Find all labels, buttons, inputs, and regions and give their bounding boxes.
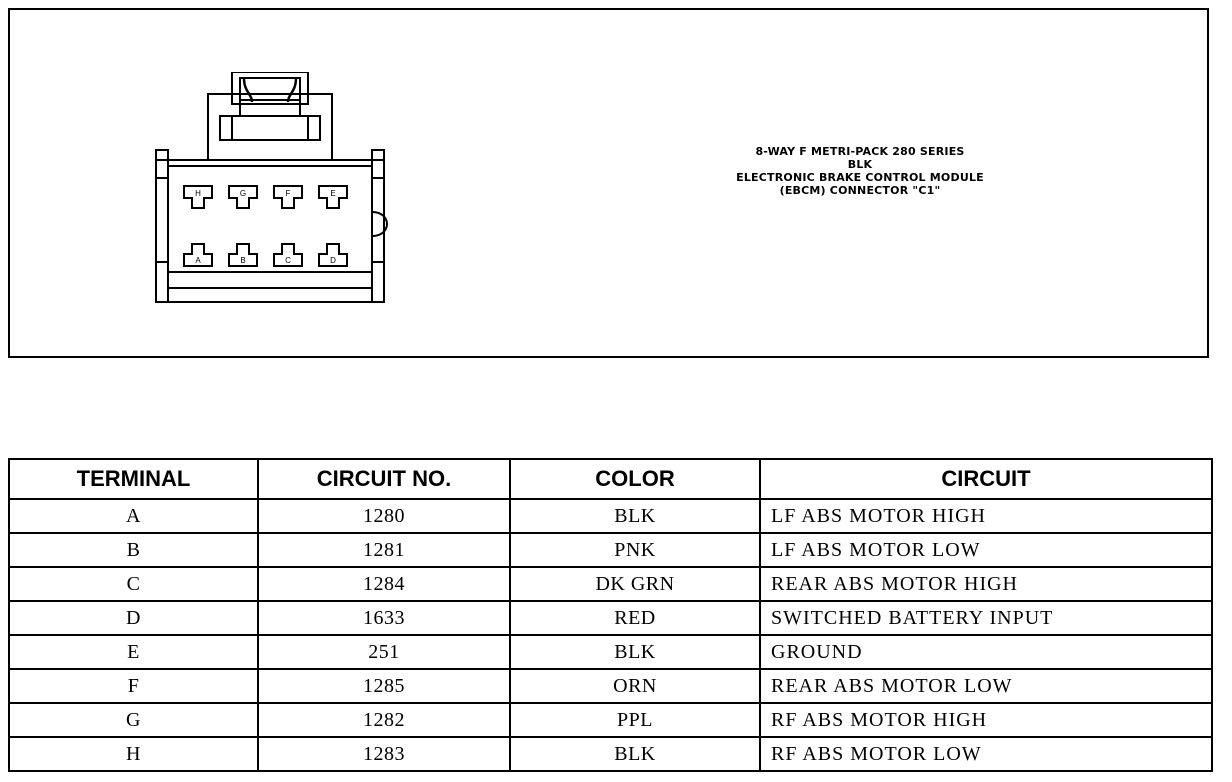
wire-color-cell: BLK bbox=[510, 737, 760, 771]
cavity-label: C bbox=[285, 256, 291, 265]
table-header-row bbox=[9, 459, 1212, 499]
circuit-description-cell: LF ABS MOTOR LOW bbox=[760, 533, 1212, 567]
cavity-label: D bbox=[330, 256, 336, 265]
connector-housing bbox=[156, 150, 387, 302]
table-row bbox=[9, 635, 1212, 669]
connector-latch bbox=[208, 72, 332, 160]
circuit-description-cell: SWITCHED BATTERY INPUT bbox=[760, 601, 1212, 635]
cavity-label: G bbox=[239, 189, 247, 198]
circuit-number-cell: 1280 bbox=[258, 499, 510, 533]
circuit-number-cell: 1284 bbox=[258, 567, 510, 601]
terminal-cavity-b bbox=[229, 244, 257, 266]
circuit-number-cell: 1633 bbox=[258, 601, 510, 635]
table-row bbox=[9, 601, 1212, 635]
terminal-cavity-d bbox=[319, 244, 347, 266]
table-row bbox=[9, 499, 1212, 533]
circuit-number-cell: 251 bbox=[258, 635, 510, 669]
wire-color-cell: PNK bbox=[510, 533, 760, 567]
table-row bbox=[9, 703, 1212, 737]
terminal-cell: F bbox=[9, 669, 258, 703]
circuit-description-cell: LF ABS MOTOR HIGH bbox=[760, 499, 1212, 533]
terminal-cell: A bbox=[9, 499, 258, 533]
connector-caption bbox=[650, 145, 1070, 197]
cavity-label: F bbox=[285, 189, 291, 198]
terminal-cell: G bbox=[9, 703, 258, 737]
cavity-label: E bbox=[330, 189, 336, 198]
caption-line-series: 8-WAY F METRI-PACK 280 SERIES bbox=[755, 145, 965, 158]
connector-diagram-panel bbox=[8, 8, 1209, 358]
circuit-description-cell: REAR ABS MOTOR LOW bbox=[760, 669, 1212, 703]
circuit-description-cell: RF ABS MOTOR LOW bbox=[760, 737, 1212, 771]
terminal-cell: C bbox=[9, 567, 258, 601]
terminal-cavity-c bbox=[274, 244, 302, 266]
terminal-cavity-f bbox=[274, 186, 302, 208]
terminal-cell: H bbox=[9, 737, 258, 771]
caption-line-color: BLK bbox=[847, 158, 873, 171]
wire-color-cell: PPL bbox=[510, 703, 760, 737]
cavity-label: H bbox=[195, 189, 201, 198]
circuit-number-cell: 1281 bbox=[258, 533, 510, 567]
terminal-cell: E bbox=[9, 635, 258, 669]
table-row bbox=[9, 669, 1212, 703]
caption-line-connector: (EBCM) CONNECTOR "C1" bbox=[779, 184, 941, 197]
terminal-cavity-a bbox=[184, 244, 212, 266]
table-row bbox=[9, 567, 1212, 601]
wire-color-cell: BLK bbox=[510, 635, 760, 669]
circuit-description-cell: REAR ABS MOTOR HIGH bbox=[760, 567, 1212, 601]
cavity-label: B bbox=[240, 256, 246, 265]
header-color: COLOR bbox=[510, 459, 760, 499]
cavity-label: A bbox=[195, 256, 201, 265]
table-row bbox=[9, 737, 1212, 771]
circuit-number-cell: 1282 bbox=[258, 703, 510, 737]
circuit-number-cell: 1285 bbox=[258, 669, 510, 703]
terminal-cell: B bbox=[9, 533, 258, 567]
circuit-description-cell: GROUND bbox=[760, 635, 1212, 669]
circuit-description-cell: RF ABS MOTOR HIGH bbox=[760, 703, 1212, 737]
caption-line-module: ELECTRONIC BRAKE CONTROL MODULE bbox=[736, 171, 984, 184]
table-row bbox=[9, 533, 1212, 567]
circuit-number-cell: 1283 bbox=[258, 737, 510, 771]
wire-color-cell: RED bbox=[510, 601, 760, 635]
terminal-cell: D bbox=[9, 601, 258, 635]
header-circuit: CIRCUIT bbox=[760, 459, 1212, 499]
wire-color-cell: ORN bbox=[510, 669, 760, 703]
connector-drawing bbox=[140, 72, 400, 312]
top-cavity-row bbox=[184, 186, 347, 208]
wire-color-cell: BLK bbox=[510, 499, 760, 533]
header-circuit-no: CIRCUIT NO. bbox=[258, 459, 510, 499]
terminal-cavity-h bbox=[184, 186, 212, 208]
header-terminal: TERMINAL bbox=[9, 459, 258, 499]
terminal-cavity-g bbox=[229, 186, 257, 208]
pinout-table bbox=[8, 458, 1213, 772]
table-body bbox=[9, 499, 1212, 771]
terminal-cavity-e bbox=[319, 186, 347, 208]
wire-color-cell: DK GRN bbox=[510, 567, 760, 601]
bottom-cavity-row bbox=[184, 244, 347, 266]
